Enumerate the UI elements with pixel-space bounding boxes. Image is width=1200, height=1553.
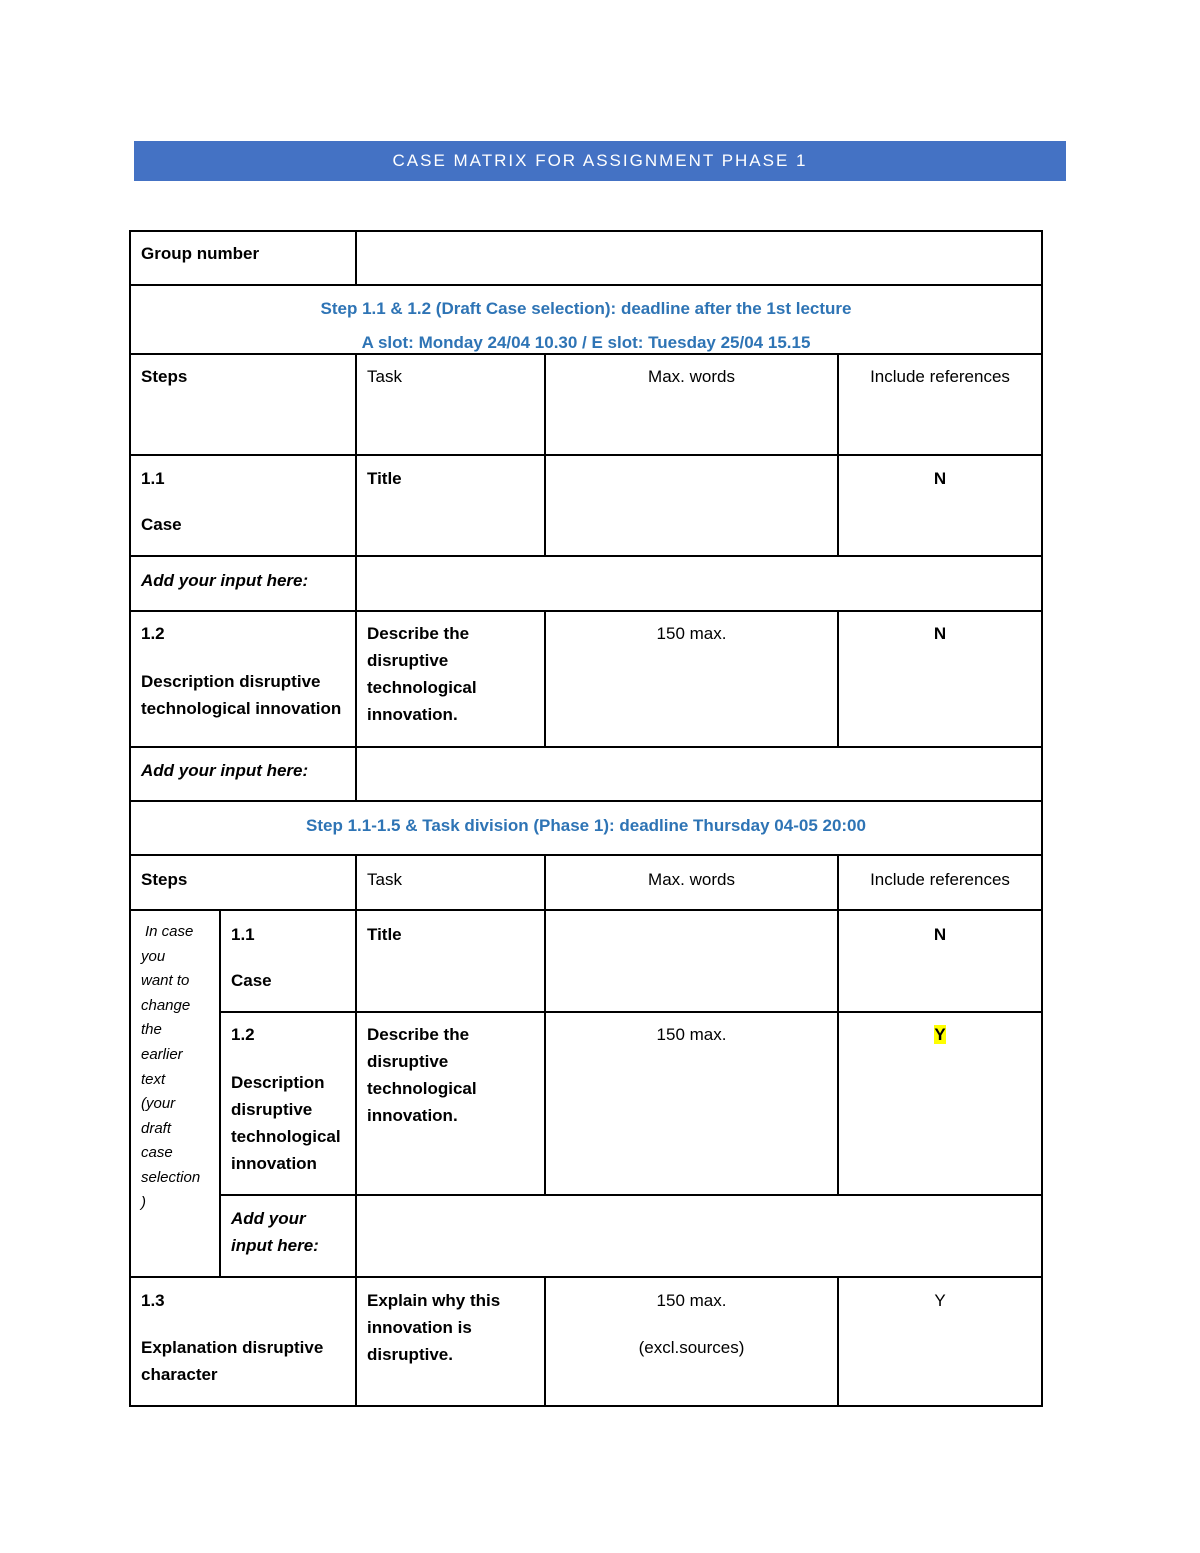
step-number: 1.2 bbox=[141, 624, 165, 643]
step-number: 1.1 bbox=[141, 469, 165, 488]
step-number: 1.1 bbox=[231, 925, 255, 944]
input-label: Add your input here: bbox=[231, 1209, 319, 1255]
task-text: Describe the disruptive technological innovation. bbox=[367, 1025, 477, 1125]
max-words-value: 150 max. bbox=[656, 1025, 727, 1044]
step-name: Case bbox=[231, 971, 272, 990]
references-value: N bbox=[933, 469, 947, 488]
step-number: 1.2 bbox=[231, 1025, 255, 1044]
step-number: 1.3 bbox=[141, 1291, 165, 1310]
group-number-input[interactable] bbox=[366, 240, 1032, 280]
task-text: Title bbox=[367, 925, 402, 944]
document-title-banner bbox=[134, 141, 1066, 181]
max-words-value: 150 max. bbox=[656, 624, 727, 643]
section2-heading: Step 1.1-1.5 & Task division (Phase 1): deadline Thursday 04-05 20:00 bbox=[306, 816, 866, 835]
header-task: Task bbox=[367, 870, 402, 889]
input-field[interactable] bbox=[366, 566, 1032, 606]
references-value bbox=[838, 1021, 1042, 1048]
header-task: Task bbox=[367, 367, 402, 386]
step-name: Description disruptive technological innovation bbox=[141, 672, 342, 718]
section1-heading bbox=[130, 295, 1042, 356]
references-value: N bbox=[933, 624, 947, 643]
section1-deadline: Step 1.1 & 1.2 (Draft Case selection): deadline after the 1st lecture bbox=[320, 299, 852, 318]
references-value: N bbox=[933, 925, 947, 944]
input-label: Add your input here: bbox=[141, 571, 309, 590]
change-note: In case you want to change the earlier text (your draft case selection ) bbox=[141, 923, 201, 1211]
step-name: Explanation disruptive character bbox=[141, 1338, 324, 1384]
step-name: Case bbox=[141, 515, 182, 534]
task-text: Explain why this innovation is disruptive. bbox=[367, 1291, 501, 1364]
input-label: Add your input here: bbox=[141, 761, 309, 780]
input-field[interactable] bbox=[366, 756, 1032, 796]
input-field[interactable] bbox=[366, 1204, 1032, 1270]
task-text: Title bbox=[367, 469, 402, 488]
document-title: CASE MATRIX FOR ASSIGNMENT PHASE 1 bbox=[392, 151, 808, 170]
references-value: Y bbox=[934, 1291, 946, 1310]
section1-slots: A slot: Monday 24/04 10.30 / E slot: Tuesday 25/04 15.15 bbox=[361, 333, 811, 352]
header-steps: Steps bbox=[141, 870, 188, 889]
step-name: Description disruptive technological innovation bbox=[231, 1073, 341, 1173]
header-steps: Steps bbox=[141, 367, 188, 386]
highlighted-reference-flag: Y bbox=[934, 1025, 946, 1044]
header-include-references: Include references bbox=[870, 870, 1010, 889]
max-words-value: 150 max. (excl.sources) bbox=[638, 1291, 745, 1357]
header-max-words: Max. words bbox=[648, 870, 735, 889]
task-text: Describe the disruptive technological innovation. bbox=[367, 624, 477, 724]
header-max-words: Max. words bbox=[648, 367, 735, 386]
header-include-references: Include references bbox=[870, 367, 1010, 386]
group-number-label: Group number bbox=[141, 244, 260, 263]
